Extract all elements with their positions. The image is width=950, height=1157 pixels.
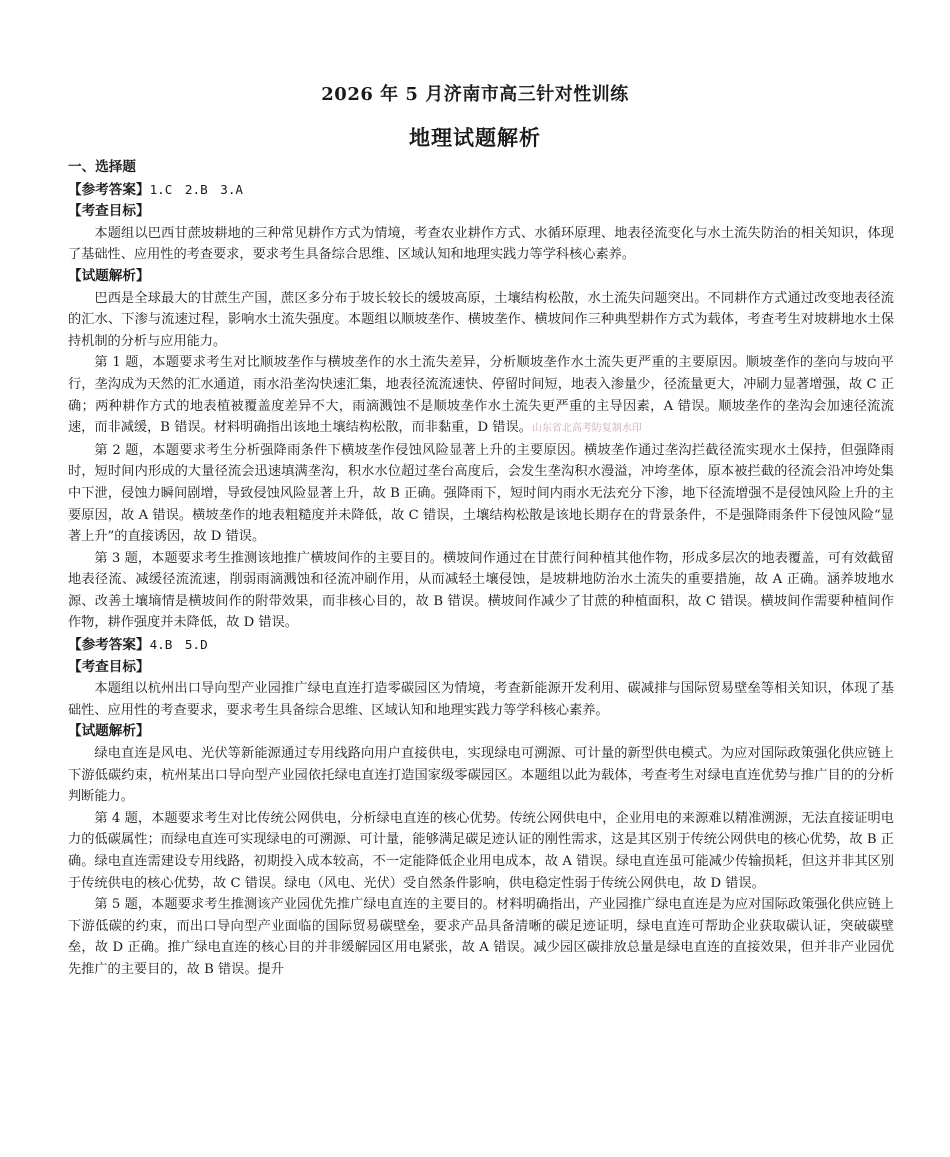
goal-paragraph: 本题组以杭州出口导向型产业园推广绿电直连打造零碳园区为情境，考查新能源开发利用、碳减排与国际贸易壁垒等相关知识，体现了基础性、应用性的考查要求，要求考生具备综合思维、区域认知和地理实践力等学科核心素养。 — [68, 681, 894, 718]
answer-line-group1 — [68, 179, 894, 202]
document-body — [68, 157, 894, 981]
question-2-analysis: 第 2 题，本题要求考生分析强降雨条件下横坡垄作侵蚀风险显著上升的主要原因。横坡垄作通过垄沟拦截径流实现水土保持，但强降雨时，短时间内形成的大量径流会迅速填满垄沟，积水水位超过垄台高度后，会发生垄沟积水漫溢，冲垮垄体，原本被拦截的径流会沿冲垮处集中下泄，侵蚀力瞬间剧增，导致侵蚀风险显著上升，故 B 正确。强降雨下，短时间内雨水无法充分下渗，地下径流增强不是侵蚀风险上升的主要原因，故 A 错误。横坡垄作的地表粗糙度并未降低，故 C 错误，土壤结构松散是该地长期存在的背景条件，不是强降雨条件下侵蚀风险“显著上升”的直接诱因，故 D 错误。 — [68, 442, 894, 545]
watermark-text: 山东省北高考防复制水印 — [531, 423, 642, 435]
analysis-intro-paragraph: 巴西是全球最大的甘蔗生产国，蔗区多分布于坡长较长的缓坡高原，土壤结构松散，水土流失问题突出。不同耕作方式通过改变地表径流的汇水、下渗与流速过程，影响水土流失强度。本题组以顺坡垄作、横坡垄作、横坡间作三种典型耕作方式为载体，考查考生对坡耕地水土保持机制的分析与应用能力。 — [68, 290, 894, 349]
analysis-tag: 【试题解析】 — [68, 723, 150, 740]
goal-paragraph: 本题组以巴西甘蔗坡耕地的三种常见耕作方式为情境，考查农业耕作方式、水循环原理、地表径流变化与水土流失防治的相关知识，体现了基础性、应用性的考查要求，要求考生具备综合思维、区域认知和地理实践力等学科核心素养。 — [68, 225, 894, 263]
question-3-analysis: 第 3 题，本题要求考生推测该地推广横坡间作的主要目的。横坡间作通过在甘蔗行间种植其他作物，形成多层次的地表覆盖，可有效截留地表径流、减缓径流流速，削弱雨滴溅蚀和径流冲刷作用，从而减轻土壤侵蚀，是坡耕地防治水土流失的重要措施，故 A 正确。涵养坡地水源、改善土壤墒情是横坡间作的附带效果，而非核心目的，故 B 错误。横坡间作减少了甘蔗的种植面积，故 C 错误。横坡间作需要种植间作作物，耕作强度并未降低，故 D 错误。 — [68, 550, 894, 631]
goal-tag: 【考查目标】 — [68, 203, 150, 220]
question-1-analysis — [68, 352, 894, 439]
goal-tag: 【考查目标】 — [68, 658, 150, 675]
question-4-analysis: 第 4 题，本题要求考生对比传统公网供电，分析绿电直连的核心优势。传统公网供电中，企业用电的来源难以精准溯源，无法直接证明电力的低碳属性；而绿电直连可实现绿电的可溯源、可计量，能够满足碳足迹认证的刚性需求，这是其区别于传统公网供电的核心优势，故 B 正确。绿电直连需建设专用线路，初期投入成本较高，不一定能降低企业用电成本，故 A 错误。绿电直连虽可能减少传输损耗，但这并非其区别于传统供电的核心优势，故 C 错误。绿电（风电、光伏）受自然条件影响，供电稳定性弱于传统公网供电，故 D 错误。 — [68, 810, 894, 891]
answer-values: 4.B 5.D — [149, 637, 208, 653]
analysis-intro-paragraph: 绿电直连是风电、光伏等新能源通过专用线路向用户直接供电，实现绿电可溯源、可计量的新型供电模式。为应对国际政策强化供应链上下游低碳约束，杭州某出口导向型产业园依托绿电直连打造国家级零碳园区。本题组以此为载体，考查考生对绿电直连优势与推广目的的分析判断能力。 — [68, 746, 894, 805]
answer-line-group2 — [68, 634, 894, 657]
analysis-tag: 【试题解析】 — [68, 267, 150, 284]
answer-tag: 【参考答案】 — [68, 637, 150, 654]
section-heading: 一、选择题 — [68, 159, 136, 175]
page-subtitle: 地理试题解析 — [409, 125, 541, 150]
question-1-text: 第 1 题，本题要求考生对比顺坡垄作与横坡垄作的水土流失差异，分析顺坡垄作水土流失更严重的主要原因。顺坡垄作的垄向与坡向平行，垄沟成为天然的汇水通道，雨水沿垄沟快速汇集，地表径流流速快、停留时间短，地表入渗量少，径流量更大，冲刷力显著增强，故 C 正确；两种耕作方式的地表植被覆盖度差异不大，雨滴溅蚀不是顺坡垄作水土流失更严重的主导因素，A 错误。顺坡垄作的垄沟会加速径流流速，而非减缓，B 错误。材料明确指出该地土壤结构松散，而非黏重，D 错误。 — [68, 355, 894, 436]
page-title: 2026 年 5 月济南市高三针对性训练 — [321, 84, 629, 105]
question-5-analysis: 第 5 题，本题要求考生推测该产业园优先推广绿电直连的主要目的。材料明确指出，产业园推广绿电直连是为应对国际政策强化供应链上下游低碳的约束，而出口导向型产业面临的国际贸易碳壁垒，要求产品具备清晰的碳足迹证明，绿电直连可帮助企业获取碳认证，突破碳壁垒，故 D 正确。推广绿电直连的核心目的并非缓解园区用电紧张，故 A 错误。减少园区碳排放总量是绿电直连的直接效果，但并非产业园优先推广的主要目的，故 B 错误。提升 — [68, 897, 894, 977]
answer-values: 1.C 2.B 3.A — [149, 181, 243, 197]
answer-tag: 【参考答案】 — [68, 181, 150, 198]
